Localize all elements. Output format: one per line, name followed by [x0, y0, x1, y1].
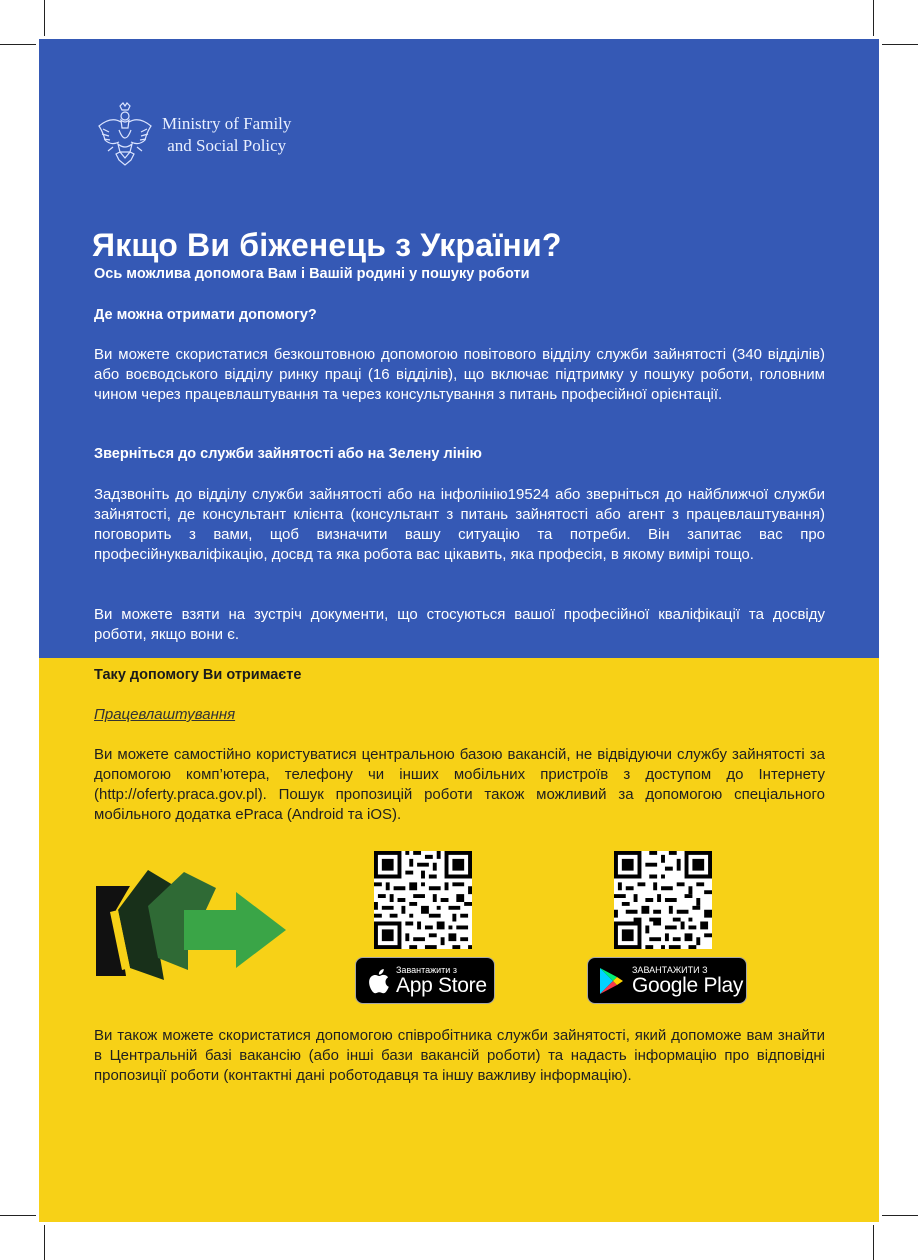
google-play-icon [598, 967, 624, 995]
crop-mark [873, 0, 874, 36]
crop-mark [44, 0, 45, 36]
apple-icon [366, 967, 390, 995]
googleplay-qr-code[interactable] [614, 851, 712, 949]
crop-mark [882, 44, 918, 45]
crop-mark [882, 1215, 918, 1216]
where-heading: Де можна отримати допомогу? [94, 307, 317, 323]
page-title: Якщо Ви біженець з України? [92, 227, 562, 263]
page-subtitle: Ось можлива допомога Вам і Вашій родині у пошуку роботи [94, 266, 530, 282]
appstore-small-label: Завантажити з [396, 964, 457, 975]
crop-mark [873, 1225, 874, 1260]
polish-eagle-icon [94, 102, 156, 168]
employment-text: Ви можете самостійно користуватися центральною базою вакансій, не відвідуючи службу зайнятості за допомогою комп’ютера, телефону чи інших мобільних пристроїв з доступом до Інтернету (http://oferty.praca.gov.pl). Пошук пропозицій роботи також можливий за допомогою спеціального мобільного додатка ePraca (Android та iOS). [94, 746, 825, 823]
help-heading: Таку допомогу Ви отримаєте [94, 667, 302, 683]
crop-mark [0, 1215, 36, 1216]
ministry-line-2: and Social Policy [167, 136, 287, 155]
where-text: Ви можете скористатися безкоштовною допомогою повітового відділу служби зайнятості (340 відділів) або воєводського відділу ринку праці (16 відділів), що включає підтримку у пошуку роботи, головним чином через працевлаштування та через консультування з питань професійної орієнтації. [94, 346, 825, 403]
ministry-name [162, 113, 291, 157]
documents-text: Ви можете взяти на зустріч документи, що стосуються вашої професійної кваліфікації та досвіду роботи, якщо вони є. [94, 606, 825, 643]
appstore-badge[interactable] [355, 957, 495, 1004]
contact-heading: Зверніться до служби зайнятості або на Зелену лінію [94, 446, 482, 462]
ministry-logo [94, 102, 291, 168]
contact-text: Задзвоніть до відділу служби зайнятості або на інфолінію19524 або зверніться до найближчої служби зайнятості, де консультант клієнта (консультант з питань зайнятості або агент з працевлаштування) поговорить з вами, щоб визначити вашу ситуацію та потреби. Він запитає вас про професійнукваліфікацію, досвд та яка робота вас цікавить, яка професія, в якому вимірі тощо. [94, 486, 825, 563]
epraca-arrows-logo [96, 870, 288, 980]
crop-mark [44, 1225, 45, 1260]
crop-mark [0, 44, 36, 45]
staff-text: Ви також можете скористатися допомогою співробітника служби зайнятості, який допоможе вам знайти в Центральній базі вакансію (або інші бази вакансій роботи) та надасть інформацію про відповідні пропозиції роботи (контактні дані роботодавця та іншу важливу інформацію). [94, 1027, 825, 1084]
appstore-big-label: App Store [396, 973, 487, 997]
ministry-line-1: Ministry of Family [162, 114, 292, 133]
googleplay-big-label: Google Play [632, 973, 744, 997]
employment-link[interactable]: Працевлаштування [94, 706, 236, 723]
googleplay-badge[interactable] [587, 957, 747, 1004]
appstore-qr-code[interactable] [374, 851, 472, 949]
googleplay-small-label: ЗАВАНТАЖИТИ З [632, 964, 708, 975]
flyer [39, 39, 879, 1222]
